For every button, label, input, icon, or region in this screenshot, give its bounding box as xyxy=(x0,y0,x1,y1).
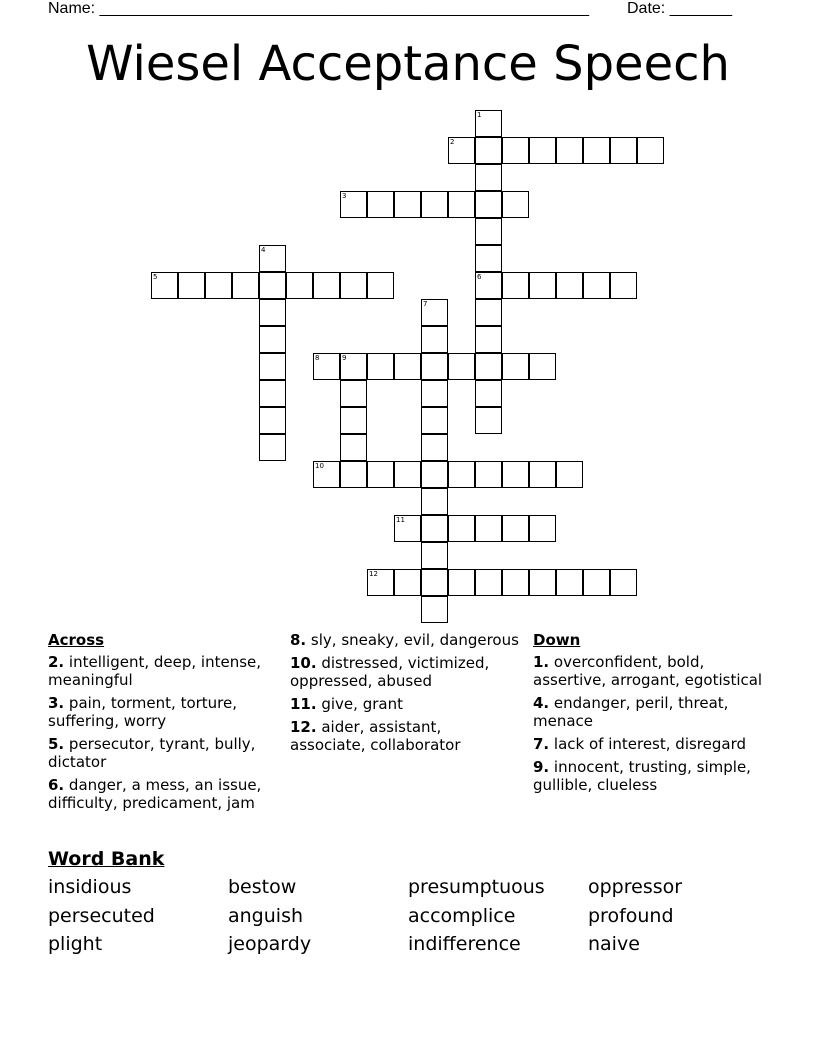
word-bank-word: persecuted xyxy=(48,905,155,927)
crossword-cell[interactable] xyxy=(475,407,502,434)
crossword-cell[interactable] xyxy=(475,218,502,245)
name-field-line: Name: _______________________________________________________ xyxy=(48,0,589,17)
crossword-cell[interactable] xyxy=(529,569,556,596)
crossword-cell[interactable] xyxy=(583,137,610,164)
crossword-cell[interactable] xyxy=(529,137,556,164)
word-bank-word: anguish xyxy=(228,905,304,927)
crossword-cell[interactable] xyxy=(556,137,583,164)
clue-across-10: 10. distressed, victimized, oppressed, abused xyxy=(290,654,490,690)
crossword-cell[interactable] xyxy=(340,380,367,407)
crossword-cell[interactable] xyxy=(367,461,394,488)
across-heading: Across xyxy=(48,631,105,649)
clue-down-9: 9. innocent, trusting, simple, gullible, clueless xyxy=(533,758,751,794)
date-field-line: Date: _______ xyxy=(627,0,732,17)
clue-down-4: 4. endanger, peril, threat, menace xyxy=(533,694,729,730)
crossword-cell[interactable] xyxy=(610,137,637,164)
crossword-cell[interactable] xyxy=(340,434,367,461)
crossword-cell[interactable] xyxy=(421,596,448,623)
crossword-cell[interactable] xyxy=(610,272,637,299)
crossword-cell[interactable] xyxy=(502,569,529,596)
word-bank-word: jeopardy xyxy=(228,933,312,955)
crossword-cell[interactable] xyxy=(232,272,259,299)
crossword-cell[interactable] xyxy=(205,272,232,299)
crossword-cell[interactable] xyxy=(367,191,394,218)
crossword-cell[interactable] xyxy=(475,164,502,191)
word-bank-word: accomplice xyxy=(408,905,516,927)
clue-down-7: 7. lack of interest, disregard xyxy=(533,735,746,753)
cell-number: 12 xyxy=(369,570,378,578)
crossword-cell[interactable] xyxy=(556,569,583,596)
crossword-cell[interactable] xyxy=(259,245,286,272)
clue-across-12: 12. aider, assistant, associate, collaborator xyxy=(290,718,461,754)
crossword-cell[interactable] xyxy=(421,488,448,515)
crossword-cell[interactable] xyxy=(637,137,664,164)
word-bank-word: profound xyxy=(588,905,674,927)
crossword-cell[interactable] xyxy=(259,326,286,353)
crossword-cell[interactable] xyxy=(502,461,529,488)
word-bank-word: bestow xyxy=(228,876,297,898)
crossword-cell[interactable] xyxy=(502,137,529,164)
cell-number: 8 xyxy=(315,354,320,362)
crossword-cell[interactable] xyxy=(421,434,448,461)
cell-number: 10 xyxy=(315,462,324,470)
crossword-cell[interactable] xyxy=(259,299,286,326)
crossword-cell[interactable] xyxy=(367,569,394,596)
crossword-cell[interactable] xyxy=(529,353,556,380)
clue-across-6: 6. danger, a mess, an issue, difficulty, predicament, jam xyxy=(48,776,262,812)
cell-number: 2 xyxy=(450,138,455,146)
crossword-cell[interactable] xyxy=(475,569,502,596)
cell-number: 9 xyxy=(342,354,347,362)
crossword-cell[interactable] xyxy=(340,461,367,488)
clue-across-2: 2. intelligent, deep, intense, meaningful xyxy=(48,653,262,689)
crossword-cell[interactable] xyxy=(421,407,448,434)
crossword-cell[interactable] xyxy=(421,191,448,218)
crossword-cell[interactable] xyxy=(394,515,421,542)
word-bank-word: presumptuous xyxy=(408,876,545,898)
crossword-cell[interactable] xyxy=(394,191,421,218)
cell-number: 11 xyxy=(396,516,405,524)
crossword-cell[interactable] xyxy=(502,515,529,542)
crossword-cell[interactable] xyxy=(421,542,448,569)
down-heading: Down xyxy=(533,631,581,649)
crossword-cell[interactable] xyxy=(421,326,448,353)
cell-number: 5 xyxy=(153,273,158,281)
crossword-cell[interactable] xyxy=(286,272,313,299)
crossword-cell[interactable] xyxy=(394,353,421,380)
clue-down-1: 1. overconfident, bold, assertive, arrogant, egotistical xyxy=(533,653,763,689)
clue-across-5: 5. persecutor, tyrant, bully, dictator xyxy=(48,735,256,771)
crossword-cell[interactable] xyxy=(367,353,394,380)
crossword-cell[interactable] xyxy=(421,461,448,488)
crossword-cell[interactable] xyxy=(475,245,502,272)
crossword-cell[interactable] xyxy=(340,191,367,218)
crossword-cell[interactable] xyxy=(178,272,205,299)
word-bank-title: Word Bank xyxy=(48,848,165,870)
crossword-cell[interactable] xyxy=(475,272,502,299)
across-clues-col-2 xyxy=(290,631,520,759)
clue-across-8: 8. sly, sneaky, evil, dangerous xyxy=(290,631,519,649)
crossword-cell[interactable] xyxy=(502,272,529,299)
crossword-cell[interactable] xyxy=(475,137,502,164)
cell-number: 4 xyxy=(261,246,266,254)
word-bank-word: naive xyxy=(588,933,640,955)
crossword-cell[interactable] xyxy=(394,569,421,596)
crossword-cell[interactable] xyxy=(421,299,448,326)
crossword-cell[interactable] xyxy=(259,353,286,380)
crossword-cell[interactable] xyxy=(502,191,529,218)
crossword-cell[interactable] xyxy=(556,461,583,488)
crossword-cell[interactable] xyxy=(475,110,502,137)
crossword-cell[interactable] xyxy=(340,353,367,380)
crossword-cell[interactable] xyxy=(556,272,583,299)
crossword-cell[interactable] xyxy=(367,272,394,299)
across-clues-col-1 xyxy=(48,631,268,817)
crossword-cell[interactable] xyxy=(394,461,421,488)
crossword-cell[interactable] xyxy=(259,434,286,461)
crossword-cell[interactable] xyxy=(529,272,556,299)
crossword-cell[interactable] xyxy=(313,353,340,380)
crossword-cell[interactable] xyxy=(583,272,610,299)
clue-across-11: 11. give, grant xyxy=(290,695,403,713)
crossword-cell[interactable] xyxy=(448,461,475,488)
crossword-cell[interactable] xyxy=(421,569,448,596)
crossword-cell[interactable] xyxy=(475,299,502,326)
crossword-cell[interactable] xyxy=(475,515,502,542)
crossword-cell[interactable] xyxy=(448,191,475,218)
clue-across-3: 3. pain, torment, torture, suffering, worry xyxy=(48,694,238,730)
crossword-cell[interactable] xyxy=(448,515,475,542)
word-bank-word: indifference xyxy=(408,933,521,955)
word-bank-word: insidious xyxy=(48,876,132,898)
crossword-cell[interactable] xyxy=(448,137,475,164)
crossword-cell[interactable] xyxy=(421,515,448,542)
crossword-cell[interactable] xyxy=(583,569,610,596)
crossword-cell[interactable] xyxy=(475,191,502,218)
cell-number: 7 xyxy=(423,300,428,308)
crossword-cell[interactable] xyxy=(502,353,529,380)
crossword-cell[interactable] xyxy=(340,407,367,434)
crossword-cell[interactable] xyxy=(529,461,556,488)
crossword-cell[interactable] xyxy=(259,407,286,434)
crossword-cell[interactable] xyxy=(313,272,340,299)
crossword-cell[interactable] xyxy=(259,380,286,407)
crossword-cell[interactable] xyxy=(421,380,448,407)
cell-number: 3 xyxy=(342,192,347,200)
crossword-cell[interactable] xyxy=(421,353,448,380)
crossword-cell[interactable] xyxy=(475,461,502,488)
word-bank-word: plight xyxy=(48,933,103,955)
crossword-cell[interactable] xyxy=(313,461,340,488)
cell-number: 1 xyxy=(477,111,482,119)
cell-number: 6 xyxy=(477,273,482,281)
page-title: Wiesel Acceptance Speech xyxy=(86,36,730,92)
crossword-cell[interactable] xyxy=(340,272,367,299)
crossword-cell[interactable] xyxy=(151,272,178,299)
crossword-cell[interactable] xyxy=(610,569,637,596)
crossword-cell[interactable] xyxy=(448,569,475,596)
word-bank-word: oppressor xyxy=(588,876,683,898)
crossword-cell[interactable] xyxy=(475,353,502,380)
crossword-cell[interactable] xyxy=(475,326,502,353)
down-clues xyxy=(533,631,763,799)
crossword-cell[interactable] xyxy=(448,353,475,380)
crossword-cell[interactable] xyxy=(259,272,286,299)
crossword-cell[interactable] xyxy=(529,515,556,542)
crossword-cell[interactable] xyxy=(475,380,502,407)
